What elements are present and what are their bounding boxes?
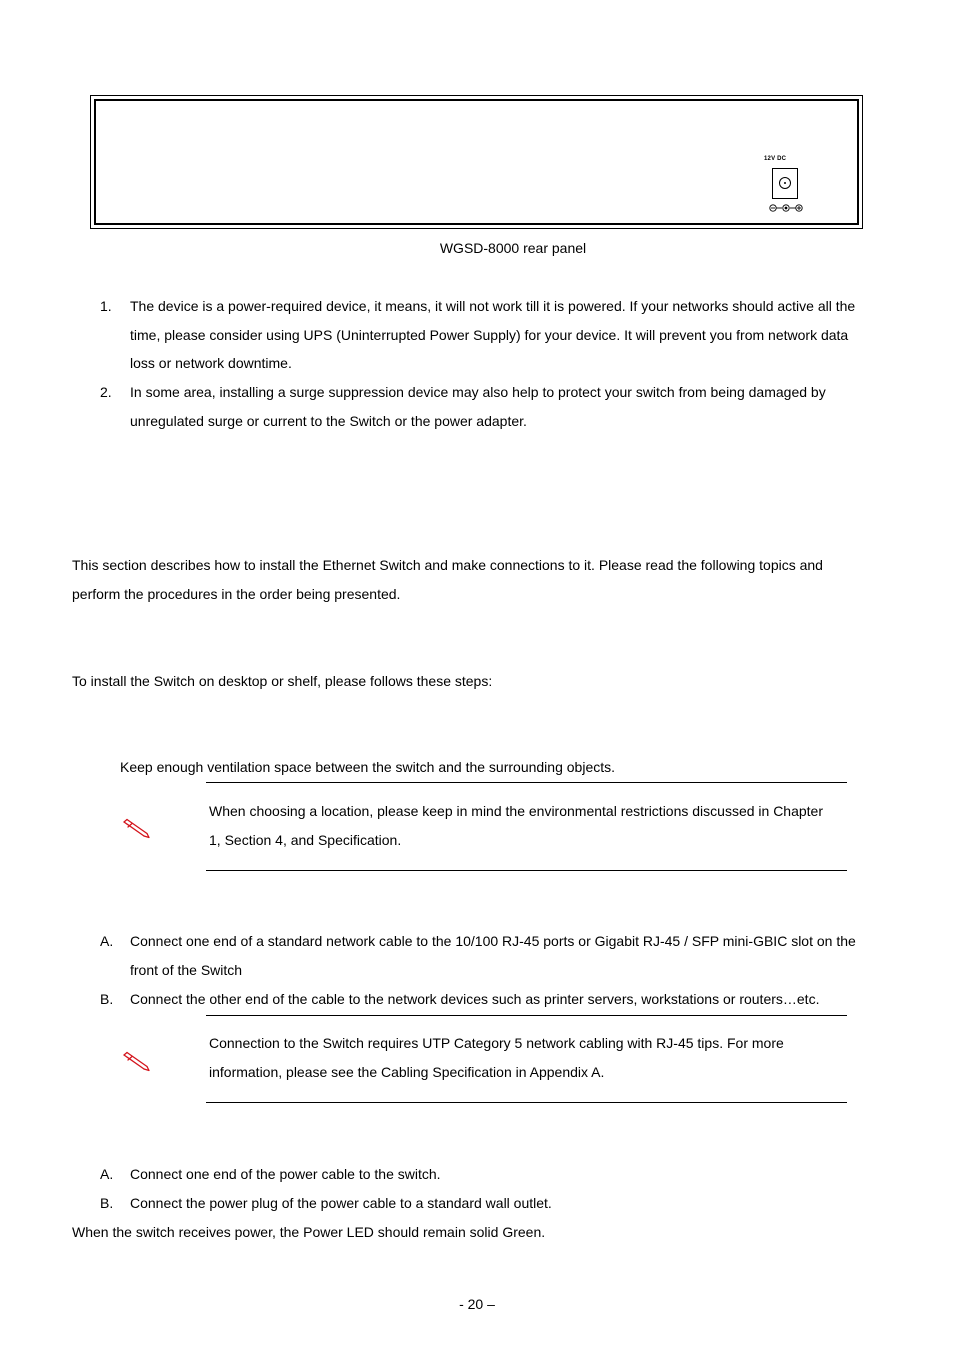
paragraph-line: When the switch receives power, the Power LED should remain solid Green. — [72, 1224, 546, 1240]
note-text: 1, Section 4, and Specification. — [209, 832, 402, 848]
page-number: - 20 – — [459, 1296, 495, 1312]
paragraph-line: This section describes how to install the Ethernet Switch and make connections to it. Please read the following topics and — [72, 557, 823, 573]
step-letter: A. — [100, 1166, 114, 1182]
list-item-text: time, please consider using UPS (Uninterrupted Power Supply) for your device. It will prevent you from network data — [130, 327, 849, 343]
pencil-note-icon — [122, 818, 152, 840]
list-number: 1. — [100, 298, 112, 314]
figure-caption: WGSD-8000 rear panel — [439, 240, 587, 256]
paragraph-line: To install the Switch on desktop or shelf, please follows these steps: — [72, 673, 493, 689]
step-text: front of the Switch — [130, 962, 243, 978]
step-letter: B. — [100, 991, 114, 1007]
step-text: Connect the power plug of the power cable to a standard wall outlet. — [130, 1195, 552, 1211]
step-text: Connect one end of the power cable to the switch. — [130, 1166, 441, 1182]
note-rule-top — [206, 1015, 847, 1016]
polarity-symbol-icon — [769, 203, 803, 213]
note-rule-top — [206, 782, 847, 783]
note-text: When choosing a location, please keep in mind the environmental restrictions discussed in Chapter — [209, 803, 824, 819]
rear-panel-figure — [90, 95, 863, 229]
rear-panel-body — [94, 99, 859, 225]
list-number: 2. — [100, 384, 112, 400]
note-text: Connection to the Switch requires UTP Category 5 network cabling with RJ-45 tips. For more — [209, 1035, 784, 1051]
list-item-text: The device is a power-required device, it means, it will not work till it is powered. If your networks should active all the — [130, 298, 856, 314]
pencil-note-icon — [122, 1051, 152, 1073]
note-rule-bottom — [206, 870, 847, 871]
dc-input-label: 12V DC — [764, 156, 787, 162]
step-text: Keep enough ventilation space between the switch and the surrounding objects. — [120, 759, 616, 775]
note-rule-bottom — [206, 1102, 847, 1103]
step-letter: B. — [100, 1195, 114, 1211]
list-item-text: unregulated surge or current to the Switch or the power adapter. — [130, 413, 527, 429]
list-item-text: In some area, installing a surge suppression device may also help to protect your switch from being damaged by — [130, 384, 826, 400]
note-text: information, please see the Cabling Specification in Appendix A. — [209, 1064, 605, 1080]
paragraph-line: perform the procedures in the order being presented. — [72, 586, 401, 602]
step-text: Connect the other end of the cable to the network devices such as printer servers, workstations or routers…etc. — [130, 991, 820, 1007]
step-text: Connect one end of a standard network cable to the 10/100 RJ-45 ports or Gigabit RJ-45 / SFP mini-GBIC slot on the — [130, 933, 856, 949]
dc-power-jack-icon — [772, 168, 798, 199]
step-letter: A. — [100, 933, 114, 949]
list-item-text: loss or network downtime. — [130, 355, 292, 371]
